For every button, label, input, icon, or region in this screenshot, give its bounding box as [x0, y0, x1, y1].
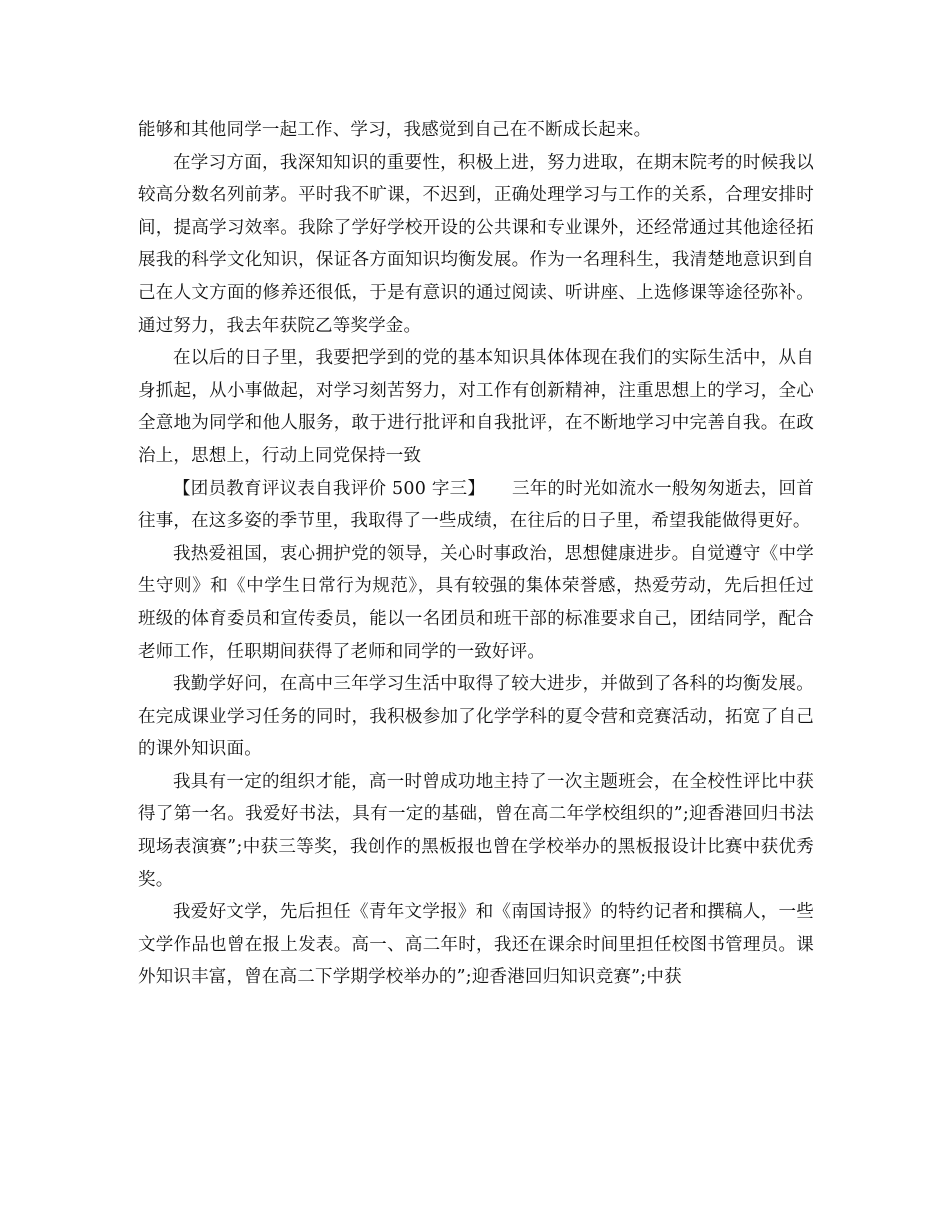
paragraph-study: 在学习方面，我深知知识的重要性，积极上进，努力进取，在期末院考的时候我以较高分数名列前茅。平时我不旷课，不迟到，正确处理学习与工作的关系，合理安排时间，提高学习效率。我除了学好学校开设的公共课和专业课外，还经常通过其他途径拓展我的科学文化知识，保证各方面知识均衡发展。作为一名理科生，我清楚地意识到自己在人文方面的修养还很低，于是有意识的通过阅读、听讲座、上选修课等途径弥补。通过努力，我去年获院乙等奖学金。: [138, 152, 814, 336]
document-page: [138, 114, 814, 994]
paragraph-literature: 我爱好文学，先后担任《青年文学报》和《南国诗报》的特约记者和撰稿人，一些文学作品也曾在报上发表。高一、高二年时，我还在课余时间里担任校图书管理员。课外知识丰富，曾在高二下学期学校举办的”;迎香港回归知识竞赛”;中获: [138, 902, 814, 988]
paragraph-diligence: 我勤学好问，在高中三年学习生活中取得了较大进步，并做到了各科的均衡发展。在完成课业学习任务的同时，我积极参加了化学学科的夏令营和竞赛活动，拓宽了自己的课外知识面。: [138, 674, 814, 760]
paragraph-section-three-intro: 【团员教育评议表自我评价 500 字三】 三年的时光如流水一般匆匆逝去，回首往事，在这多姿的季节里，我取得了一些成绩，在往后的日子里，希望我能做得更好。: [138, 478, 814, 532]
paragraph-continuation: 能够和其他同学一起工作、学习，我感觉到自己在不断成长起来。: [138, 120, 652, 140]
paragraph-patriotism: 我热爱祖国，衷心拥护党的领导，关心时事政治，思想健康进步。自觉遵守《中学生守则》和《中学生日常行为规范》，具有较强的集体荣誉感，热爱劳动，先后担任过班级的体育委员和宣传委员，能以一名团员和班干部的标准要求自己，团结同学，配合老师工作，任职期间获得了老师和同学的一致好评。: [138, 543, 814, 662]
paragraph-organization: 我具有一定的组织才能，高一时曾成功地主持了一次主题班会，在全校性评比中获得了第一名。我爱好书法，具有一定的基础，曾在高二年学校组织的”;迎香港回归书法现场表演赛”;中获三等奖，我创作的黑板报也曾在学校举办的黑板报设计比赛中获优秀奖。: [138, 771, 814, 890]
paragraph-future: 在以后的日子里，我要把学到的党的基本知识具体体现在我们的实际生活中，从自身抓起，从小事做起，对学习刻苦努力，对工作有创新精神，注重思想上的学习，全心全意地为同学和他人服务，敢于进行批评和自我批评，在不断地学习中完善自我。在政治上，思想上，行动上同党保持一致: [138, 348, 814, 466]
